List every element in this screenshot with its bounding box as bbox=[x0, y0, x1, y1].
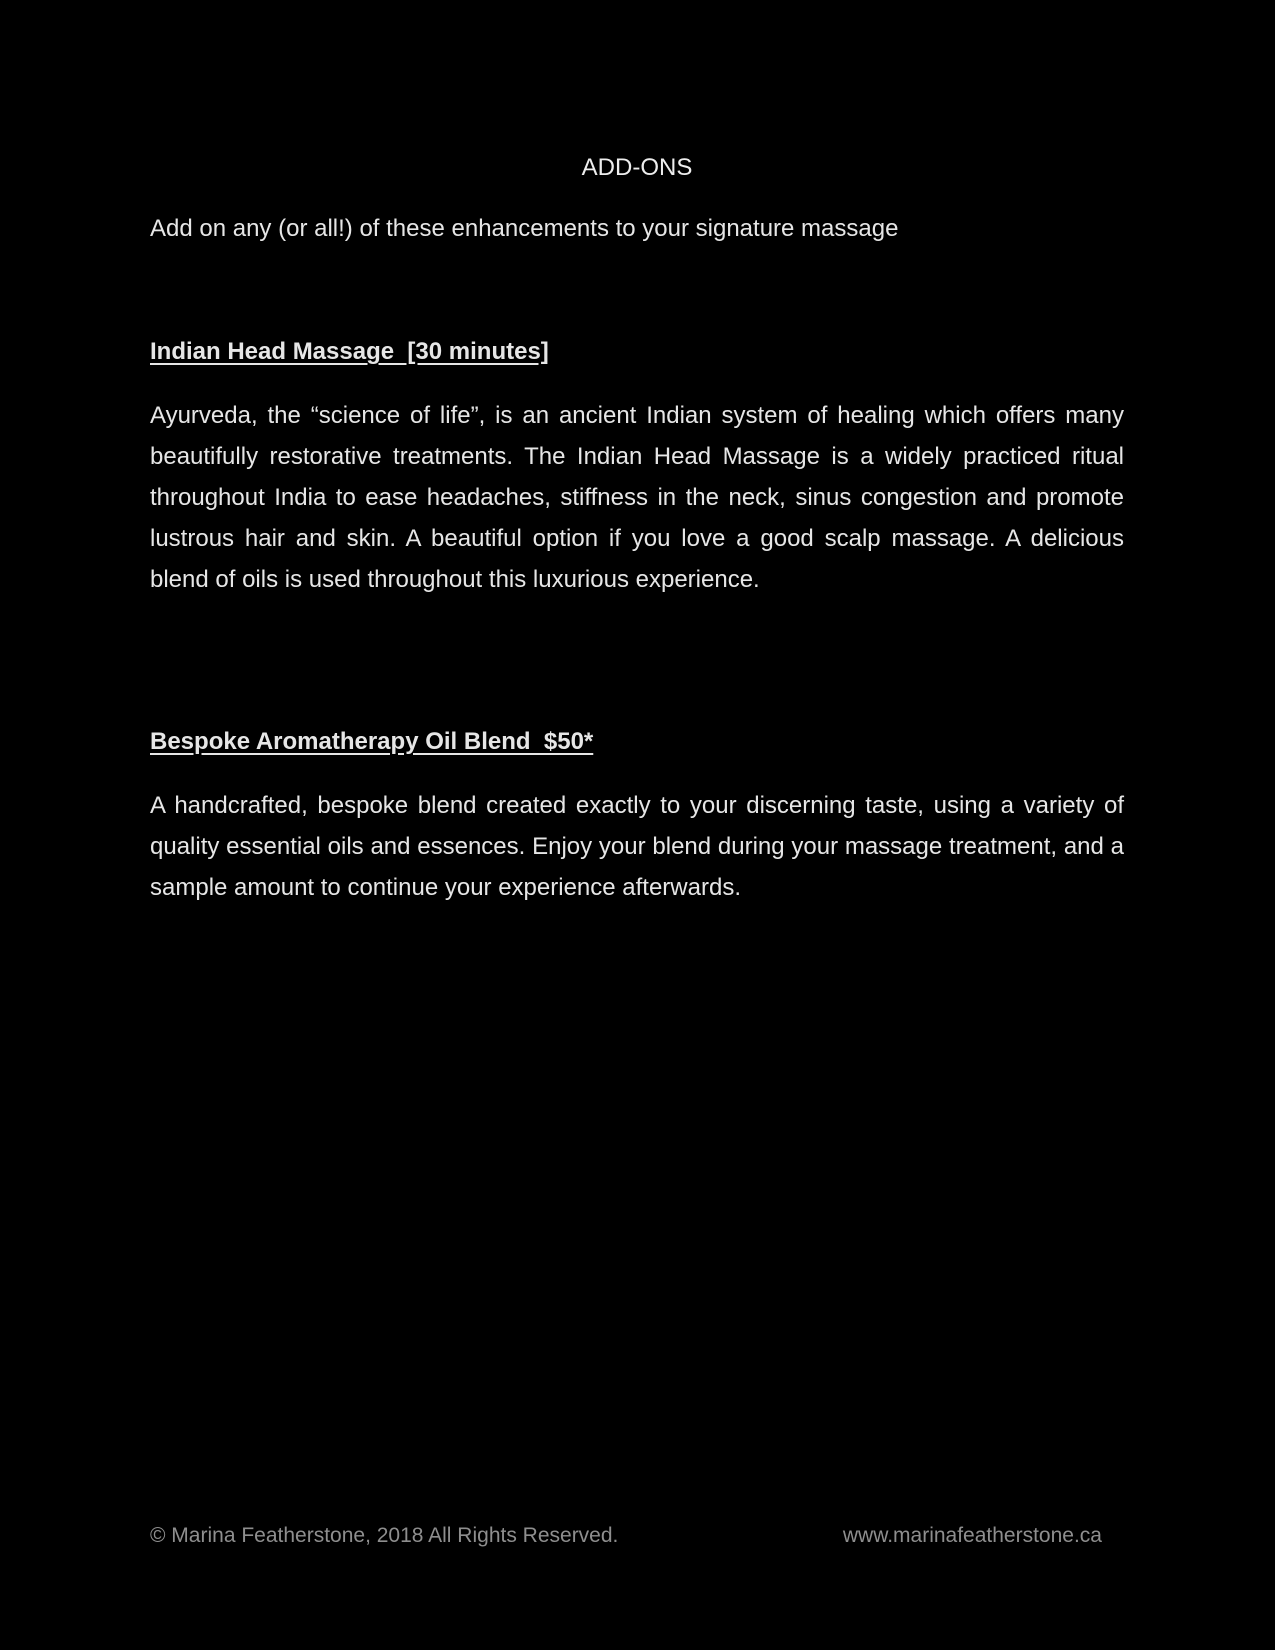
intro-text: Add on any (or all!) of these enhancements to your signature massage bbox=[150, 215, 899, 242]
aromatherapy-blend-heading: Bespoke Aromatherapy Oil Blend $50* bbox=[150, 728, 594, 755]
indian-head-massage-heading: Indian Head Massage [30 minutes] bbox=[150, 338, 549, 365]
document-page bbox=[150, 0, 1124, 1650]
aromatherapy-blend-description: A handcrafted, bespoke blend created exactly to your discerning taste, using a variety of quality essential oils and essences. Enjoy your blend during your massage treatment, and a sample amount to continue your experience afterwards. bbox=[150, 792, 1124, 901]
page-title: ADD-ONS bbox=[581, 154, 693, 181]
copyright-notice: © Marina Featherstone, 2018 All Rights Reserved. bbox=[150, 1524, 619, 1547]
website-link[interactable]: www.marinafeatherstone.ca bbox=[842, 1524, 1102, 1547]
indian-head-massage-description: Ayurveda, the “science of life”, is an ancient Indian system of healing which offers many beautifully restorative treatments. The Indian Head Massage is a widely practiced ritual throughout India to ease headaches, stiffness in the neck, sinus congestion and promote lustrous hair and skin. A beautiful option if you love a good scalp massage. A delicious blend of oils is used throughout this luxurious experience. bbox=[150, 402, 1124, 593]
